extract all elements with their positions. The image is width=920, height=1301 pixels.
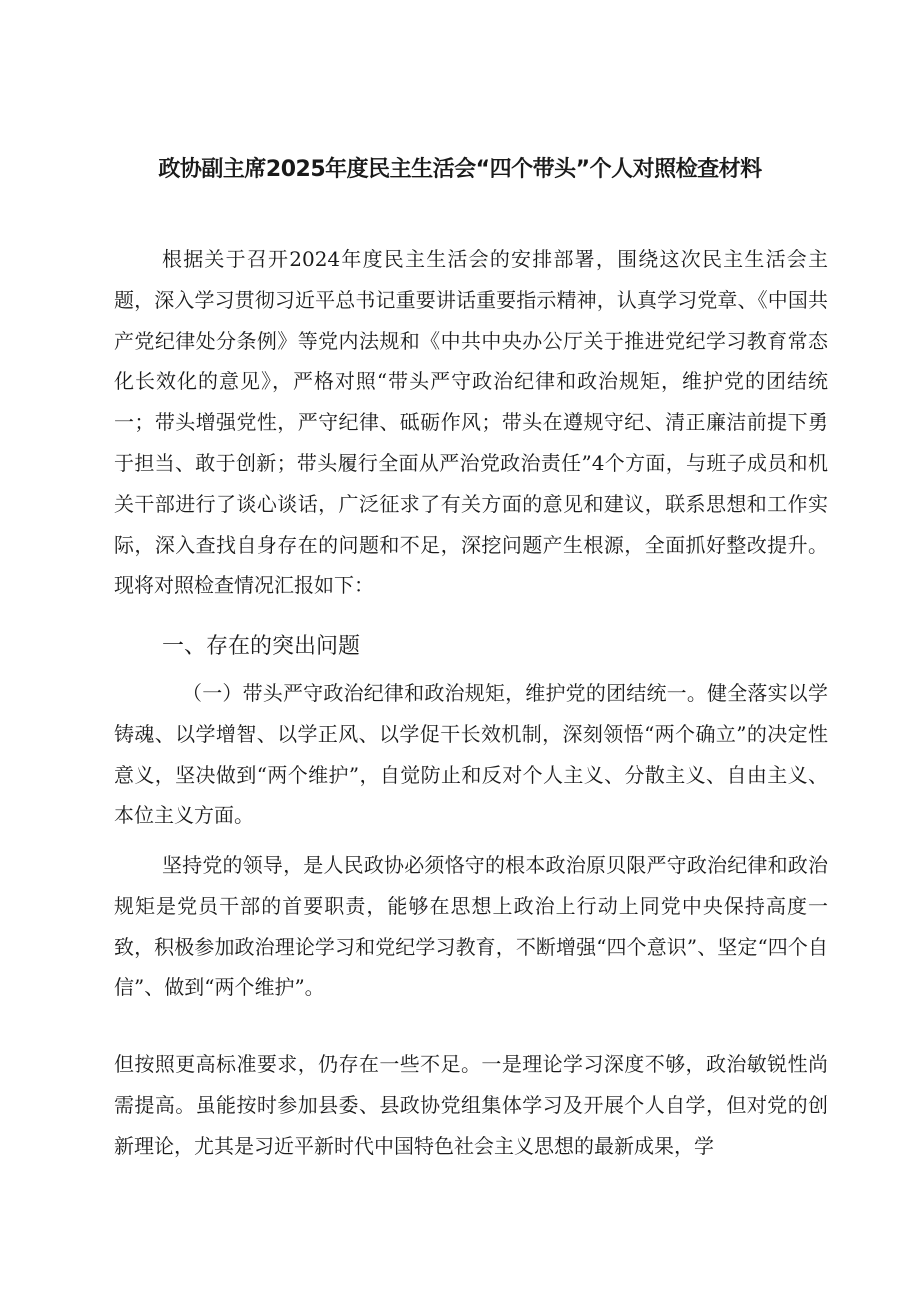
body-paragraph-4: 但按照更高标准要求，仍存在一些不足。一是理论学习深度不够，政治敏锐性尚需提高。虽能按时参加县委、县政协党组集体学习及开展个人自学，但对党的创新理论，尤其是习近平新时代中国特色社会主义思想的最新成果，学 bbox=[114, 1052, 828, 1158]
subsection-paragraph: （一）带头严守政治纪律和政治规矩，维护党的团结统一。健全落实以学铸魂、以学增智、以学正风、以学促干长效机制，深刻领悟“两个确立”的决定性意义，坚决做到“两个维护”，自觉防止和反对个人主义、分散主义、自由主义、本位主义方面。 bbox=[114, 681, 828, 828]
intro-paragraph: 根据关于召开2024年度民主生活会的安排部署，围绕这次民主生活会主题，深入学习贯彻习近平总书记重要讲话重要指示精神，认真学习党章、《中国共产党纪律处分条例》等党内法规和《中共中央办公厅关于推进党纪学习教育常态化长效化的意见》，严格对照“带头严守政治纪律和政治规矩，维护党的团结统一；带头增强党性，严守纪律、砥砺作风；带头在遵规守纪、清正廉洁前提下勇于担当、敢于创新；带头履行全面从严治党政治责任”4个方面，与班子成员和机关干部进行了谈心谈话，广泛征求了有关方面的意见和建议，联系思想和工作实际，深入查找自身存在的问题和不足，深挖问题产生根源，全面抓好整改提升。现将对照检查情况汇报如下： bbox=[114, 247, 828, 598]
section-heading: 一、存在的突出问题 bbox=[162, 634, 361, 659]
document-title: 政协副主席2025年度民主生活会“四个带头”个人对照检查材料 bbox=[158, 157, 762, 182]
body-paragraph-3: 坚持党的领导，是人民政协必须恪守的根本政治原贝限严守政治纪律和政治规矩是党员干部的首要职责，能够在思想上政治上行动上同党中央保持高度一致，积极参加政治理论学习和党纪学习教育，不断增强“四个意识”、坚定“四个自信”、做到“两个维护”。 bbox=[114, 853, 828, 1000]
